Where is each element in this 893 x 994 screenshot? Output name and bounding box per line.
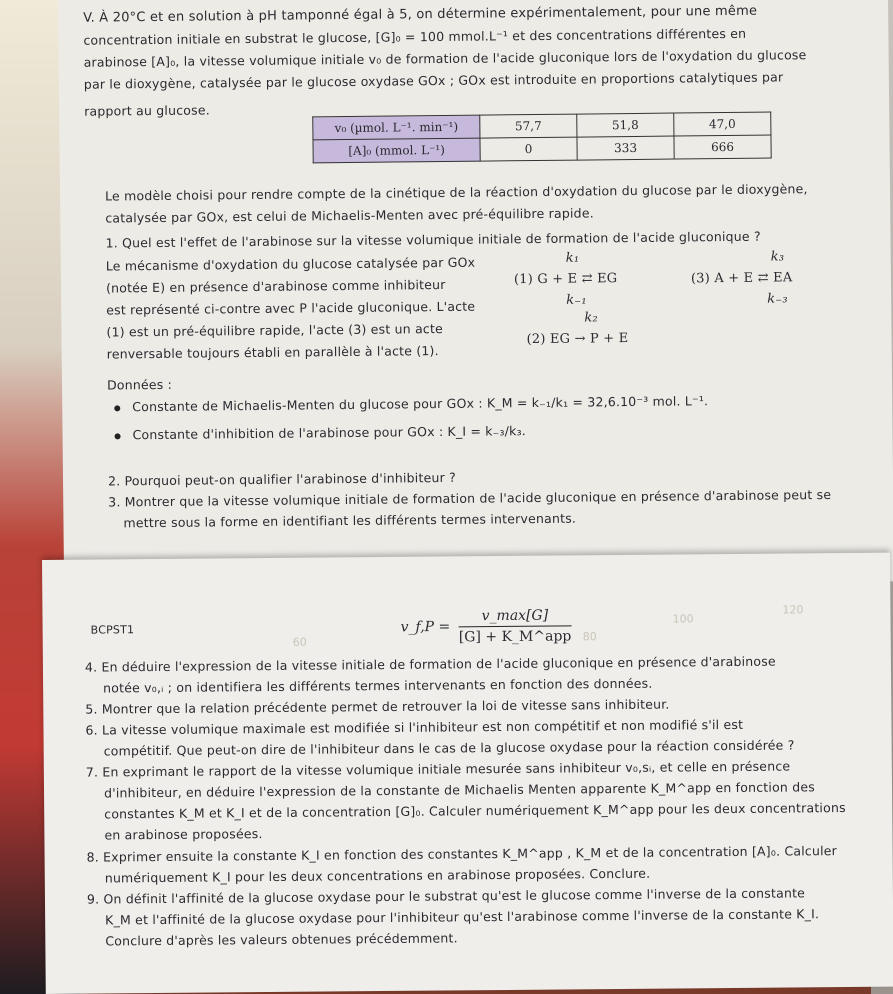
- reaction-step-3: (3) A + E ⇄ EA: [690, 270, 793, 287]
- question-line: K_M et l'affinité de la glucose oxydase pour l'inhibiteur qu'est l'arabinose comme l'inverse de la constante K_I.: [105, 906, 820, 928]
- question-line: notée v₀,ᵢ ; on identifiera les différents termes intervenants en fonction des données.: [103, 675, 653, 696]
- equation-fraction: [459, 607, 572, 645]
- question-line: 8. Exprimer ensuite la constante K_I en fonction des constantes K_M^app , K_M et de la concentration [A]₀. Calculer: [86, 843, 838, 865]
- intro-line-5: rapport au glucose.: [84, 102, 210, 119]
- intro-line-4: par le dioxygène, catalysée par le glucose oxydase GOx ; GOx est introduite en proportions catalytiques par: [83, 69, 784, 92]
- mechanism-text-5: renversable toujours établi en parallèle à l'acte (1).: [106, 343, 439, 362]
- data-item-ki-text: Constante d'inhibition de l'arabinose pour GOx : K_I = k₋₃/k₃.: [132, 423, 527, 443]
- rate-constant-k-3: k₋₃: [767, 291, 788, 307]
- rate-constant-k3: k₃: [770, 249, 785, 265]
- question-line: 4. En déduire l'expression de la vitesse initiale de formation de l'acide gluconique en présence d'arabinose: [84, 653, 776, 675]
- equation-numerator: v_max[G]: [459, 607, 572, 627]
- rate-constant-k1: k₁: [565, 250, 580, 266]
- intro-line-2: concentration initiale en substrat le glucose, [G]₀ = 100 mmol.L⁻¹ et des concentrations différentes en: [83, 25, 747, 48]
- table-cell: 0: [480, 137, 577, 161]
- data-item-ki: [114, 423, 526, 442]
- question-line: Conclure d'après les valeurs obtenues précédemment.: [105, 930, 458, 949]
- question-line: 6. La vitesse volumique maximale est modifiée si l'inhibiteur est non compétitif et non modifié s'il est: [85, 716, 744, 738]
- rate-law-equation: [400, 607, 571, 645]
- data-heading: Données :: [106, 376, 173, 393]
- question-1: 1. Quel est l'effet de l'arabinose sur la vitesse volumique initiale de formation de l'acide gluconique ?: [105, 228, 761, 251]
- table-header-a0: [A]₀ (mmol. L⁻¹): [313, 138, 480, 163]
- bullet-icon: [114, 405, 120, 411]
- exam-sheet-bottom: [42, 553, 893, 994]
- mechanism-text-2: (notée E) en présence d'arabinose comme inhibiteur: [105, 276, 446, 296]
- rate-constant-k2: k₂: [584, 310, 598, 326]
- question-line: en arabinose proposées.: [104, 826, 263, 843]
- bullet-icon: [115, 433, 121, 439]
- equation-denominator: [G] + K_M^app: [458, 628, 572, 646]
- question-3-line-2: mettre sous la forme en identifiant les différents termes intervenants.: [123, 510, 577, 531]
- question-line: 9. On définit l'affinité de la glucose oxydase pour le substrat qu'est le glucose comme l'inverse de la constante: [86, 885, 806, 907]
- faint-number: 100: [672, 612, 694, 626]
- model-line-1: Le modèle choisi pour rendre compte de la cinétique de la réaction d'oxydation du glucose par le dioxygène,: [104, 181, 808, 204]
- data-item-km: [114, 393, 708, 414]
- reaction-step-2: (2) EG → P + E: [526, 331, 629, 348]
- table-header-v0: v₀ (µmol. L⁻¹. min⁻¹): [313, 115, 480, 140]
- intro-line-3: arabinose [A]₀, la vitesse volumique initiale v₀ de formation de l'acide gluconique lors de l'oxydation du glucose: [83, 47, 807, 70]
- equation-lhs: v_f,P =: [400, 618, 451, 636]
- question-line: 5. Montrer que la relation précédente permet de retrouver la loi de vitesse sans inhibiteur.: [85, 696, 670, 717]
- question-line: compétitif. Que peut-on dire de l'inhibiteur dans le cas de la glucose oxydase pour la réaction considérée ?: [103, 737, 795, 759]
- faint-number: 120: [782, 603, 804, 617]
- question-line: 7. En exprimant le rapport de la vitesse volumique initiale mesurée sans inhibiteur v₀,sᵢ, et celle en présence: [85, 758, 791, 780]
- question-line: numériquement K_I pour les deux concentrations en arabinose proposées. Conclure.: [104, 865, 651, 886]
- model-line-2: catalysée par GOx, est celui de Michaelis-Menten avec pré-équilibre rapide.: [105, 205, 594, 226]
- faint-number: 80: [582, 630, 597, 644]
- question-2: 2. Pourquoi peut-on qualifier l'arabinose d'inhibiteur ?: [107, 469, 456, 489]
- question-line: d'inhibiteur, en déduire l'expression de la constante de Michaelis Menten apparente K_M^app en fonction des: [103, 779, 815, 801]
- table-cell: 47,0: [674, 112, 771, 136]
- table-cell: 57,7: [480, 114, 577, 138]
- rate-constant-k-1: k₋₁: [566, 292, 587, 308]
- question-3-line-1: 3. Montrer que la vitesse volumique initiale de formation de l'acide gluconique en présence d'arabinose peut se: [108, 486, 832, 510]
- question-line: constantes K_M et K_I et de la concentration [G]₀. Calculer numériquement K_M^app pour les deux concentrations: [104, 799, 846, 822]
- mechanism-text-1: Le mécanisme d'oxydation du glucose catalysée par GOx: [105, 254, 476, 274]
- data-table: [312, 112, 771, 164]
- faint-number: 60: [292, 635, 307, 649]
- header-bcpst: BCPST1: [90, 623, 135, 637]
- exam-sheet-top: [58, 0, 893, 590]
- reaction-step-1: (1) G + E ⇄ EG: [513, 271, 618, 288]
- table-row: [313, 135, 771, 163]
- table-cell: 51,8: [577, 113, 674, 137]
- mechanism-text-4: (1) est un pré-équilibre rapide, l'acte (3) est un acte: [106, 320, 444, 340]
- intro-line-1: V. À 20°C et en solution à pH tamponné égal à 5, on détermine expérimentalement, pour une même: [83, 3, 758, 26]
- mechanism-text-3: est représenté ci-contre avec P l'acide gluconique. L'acte: [106, 298, 476, 318]
- data-item-km-text: Constante de Michaelis-Menten du glucose pour GOx : K_M = k₋₁/k₁ = 32,6.10⁻³ mol. L⁻¹.: [132, 393, 709, 415]
- table-cell: 666: [674, 135, 771, 159]
- table-cell: 333: [577, 136, 674, 160]
